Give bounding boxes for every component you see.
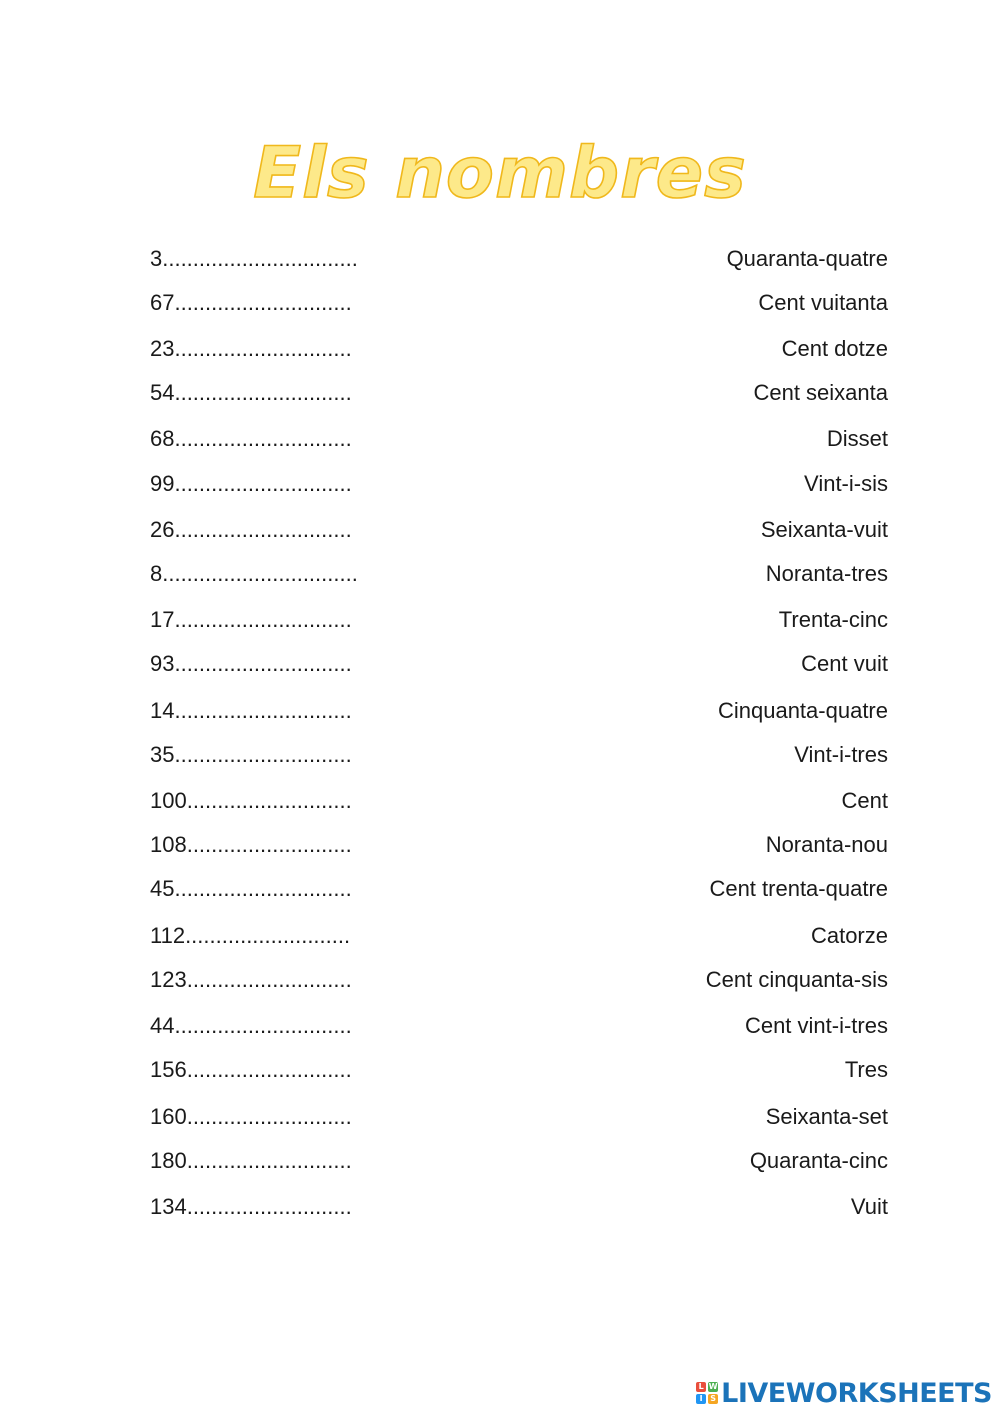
page-title: Els nombres: [253, 132, 747, 214]
number-blank[interactable]: 68.............................: [150, 426, 352, 451]
number-word: Vint-i-sis: [804, 471, 888, 496]
matching-row: [150, 1102, 888, 1132]
matching-row: [150, 605, 888, 635]
matching-row: [150, 515, 888, 545]
matching-row: [150, 244, 888, 274]
number-word: Cent vint-i-tres: [744, 1013, 888, 1038]
number-word: Disset: [826, 426, 888, 451]
number-blank[interactable]: 67.............................: [150, 290, 352, 315]
number-blank[interactable]: 14.............................: [150, 698, 352, 723]
number-blank[interactable]: 112...........................: [150, 923, 351, 948]
number-blank[interactable]: 54.............................: [150, 380, 352, 405]
number-word: Noranta-tres: [765, 561, 888, 586]
number-blank[interactable]: 45.............................: [150, 876, 352, 901]
number-word: Noranta-nou: [765, 832, 888, 857]
matching-row: [150, 1192, 888, 1222]
number-word: Quaranta-quatre: [726, 246, 888, 271]
number-word: Vint-i-tres: [794, 742, 888, 767]
number-word: Seixanta-vuit: [760, 517, 888, 542]
number-blank[interactable]: 123...........................: [150, 967, 352, 992]
number-blank[interactable]: 99.............................: [150, 471, 352, 496]
matching-row: [150, 874, 888, 904]
matching-row: [150, 378, 888, 408]
number-word: Cent vuitanta: [758, 290, 888, 315]
number-blank[interactable]: 44.............................: [150, 1013, 352, 1038]
matching-row: [150, 469, 888, 499]
number-blank[interactable]: 160...........................: [150, 1104, 352, 1129]
matching-row: [150, 786, 888, 816]
logo-square: S: [708, 1394, 718, 1404]
liveworksheets-logo[interactable]: [696, 1378, 992, 1408]
number-word: Catorze: [810, 923, 888, 948]
matching-row: [150, 1011, 888, 1041]
number-word: Cent cinquanta-sis: [705, 967, 888, 992]
number-word: Trenta-cinc: [778, 607, 888, 632]
matching-row: [150, 696, 888, 726]
number-blank[interactable]: 26.............................: [150, 517, 352, 542]
logo-square: L: [696, 1382, 706, 1392]
number-blank[interactable]: 180...........................: [150, 1148, 352, 1173]
logo-text: LIVEWORKSHEETS: [721, 1377, 992, 1409]
number-blank[interactable]: 3................................: [150, 246, 358, 271]
matching-row: [150, 288, 888, 318]
matching-row: [150, 740, 888, 770]
logo-grid-icon: [696, 1382, 718, 1404]
matching-row: [150, 965, 888, 995]
matching-row: [150, 649, 888, 679]
matching-row: [150, 830, 888, 860]
number-word: Tres: [844, 1057, 888, 1082]
number-blank[interactable]: 23.............................: [150, 336, 352, 361]
matching-row: [150, 1055, 888, 1085]
number-blank[interactable]: 108...........................: [150, 832, 352, 857]
number-word: Quaranta-cinc: [749, 1148, 888, 1173]
number-word: Cent trenta-quatre: [709, 876, 888, 901]
number-blank[interactable]: 93.............................: [150, 651, 352, 676]
number-word: Cinquanta-quatre: [717, 698, 888, 723]
number-word: Cent seixanta: [753, 380, 888, 405]
matching-row: [150, 559, 888, 589]
matching-row: [150, 1146, 888, 1176]
matching-row: [150, 334, 888, 364]
number-blank[interactable]: 8................................: [150, 561, 358, 586]
number-word: Seixanta-set: [765, 1104, 888, 1129]
number-blank[interactable]: 35.............................: [150, 742, 352, 767]
logo-square: W: [708, 1382, 718, 1391]
number-word: Cent: [841, 788, 888, 813]
number-blank[interactable]: 156...........................: [150, 1057, 352, 1082]
matching-row: [150, 921, 888, 951]
number-blank[interactable]: 100...........................: [150, 788, 352, 813]
number-word: Cent dotze: [781, 336, 888, 361]
matching-row: [150, 424, 888, 454]
number-word: Cent vuit: [801, 651, 888, 676]
number-blank[interactable]: 134...........................: [150, 1194, 352, 1219]
number-word: Vuit: [850, 1194, 888, 1219]
number-blank[interactable]: 17.............................: [150, 607, 352, 632]
logo-square: I: [696, 1394, 706, 1404]
